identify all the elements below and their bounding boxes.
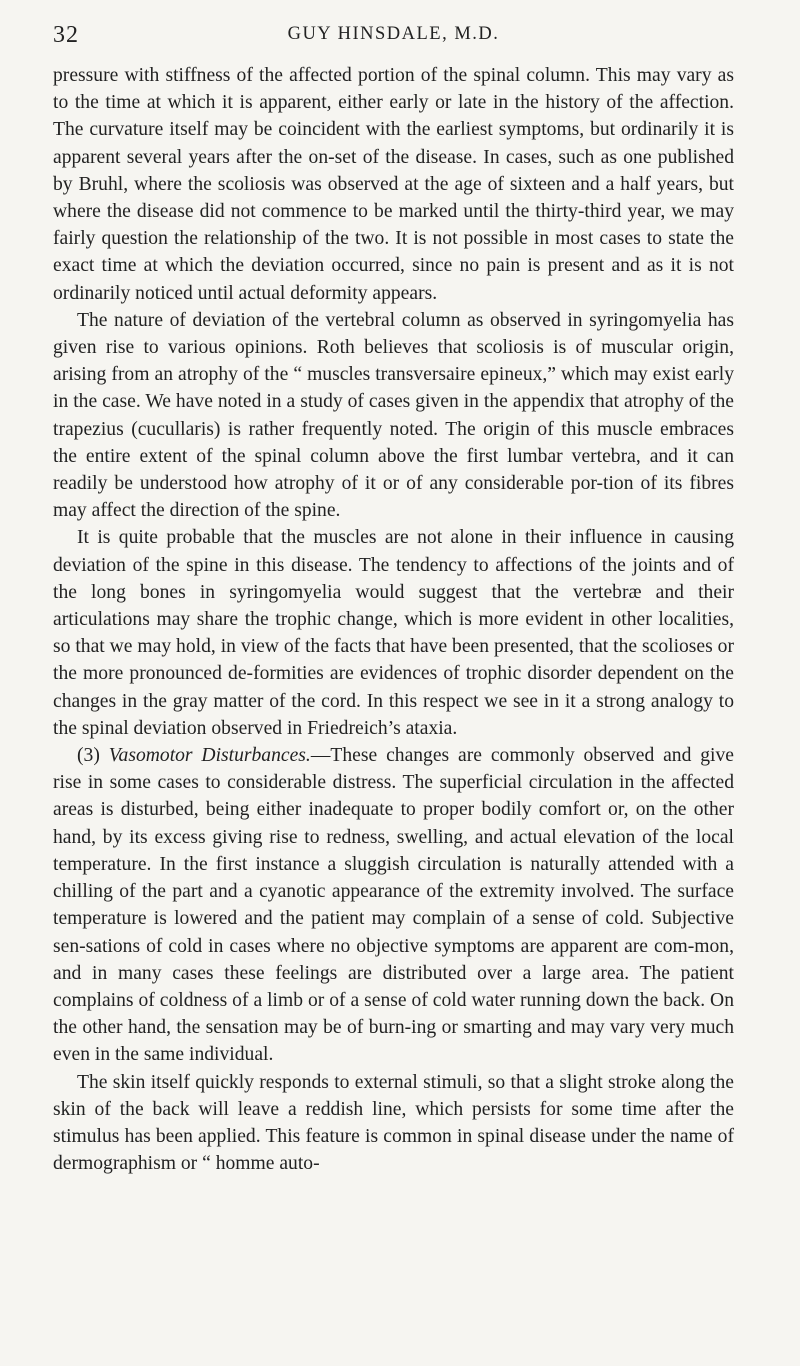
- paragraph-vasomotor: [53, 742, 734, 1068]
- page-number: 32: [53, 22, 79, 48]
- paragraph-trophic-change: It is quite probable that the muscles are not alone in their influence in causing deviation of the spine in this disease. The tendency to affections of the joints and of the long bones in syringomyelia would suggest that the vertebræ and their articulations may share the trophic change, which is more evident in other localities, so that we may hold, in view of the facts that have been presented, that the scolioses or the more pronounced de-formities are evidences of trophic disorder dependent on the changes in the gray matter of the cord. In this respect we see in it a strong analogy to the spinal deviation observed in Friedreich’s ataxia.: [53, 527, 734, 739]
- paragraph-dermographism: The skin itself quickly responds to external stimuli, so that a slight stroke along the skin of the back will leave a reddish line, which persists for some time after the stimulus has been applied. This feature is common in spinal disease under the name of dermographism or “ homme auto-: [53, 1071, 734, 1175]
- running-title: GUY HINSDALE, M.D.: [287, 24, 500, 44]
- running-head: [53, 22, 734, 62]
- section-number: (3): [77, 745, 100, 767]
- paragraph-vertebral-deviation: The nature of deviation of the vertebral column as observed in syringomyelia has given rise to various opinions. Roth believes that scoliosis is of muscular origin, arising from an atrophy of the “ muscles transversaire epineux,” which may exist early in the case. We have noted in a study of cases given in the appendix that atrophy of the trapezius (cucullaris) is rather frequently noted. The origin of this muscle embraces the entire extent of the spinal column above the first lumbar vertebra, and it can readily be understood how atrophy of it or of any considerable por-tion of its fibres may affect the direction of the spine.: [53, 309, 734, 522]
- section-heading: Vasomotor Disturbances.: [108, 745, 311, 767]
- paragraph-continuation: pressure with stiffness of the affected portion of the spinal column. This may vary as to the time at which it is apparent, either early or late in the history of the affection. The curvature itself may be coincident with the earliest symptoms, but ordinarily it is apparent several years after the on-set of the disease. In cases, such as one published by Bruhl, where the scoliosis was observed at the age of sixteen and a half years, but where the disease did not commence to be marked until the thirty-third year, we may fairly question the relationship of the two. It is not possible in most cases to state the exact time at which the deviation occurred, since no pain is present and as it is not ordinarily noticed until actual deformity appears.: [53, 65, 734, 304]
- section-text: —These changes are commonly observed and give rise in some cases to considerable distress. The superficial circulation in the affected areas is disturbed, being either inadequate to proper bodily comfort or, on the other hand, by its excess giving rise to redness, swelling, and actual elevation of the local temperature. In the first instance a sluggish circulation is naturally attended with a chilling of the part and a cyanotic appearance of the extremity involved. The surface temperature is lowered and the patient may complain of a sense of cold. Subjective sen-sations of cold in cases where no objective symptoms are apparent are com-mon, and in many cases these feelings are distributed over a large area. The patient complains of coldness of a limb or of a sense of cold water running down the back. On the other hand, the sensation may be of burn-ing or smarting and may vary very much even in the same individual.: [53, 745, 734, 1066]
- body-text: [53, 62, 734, 1177]
